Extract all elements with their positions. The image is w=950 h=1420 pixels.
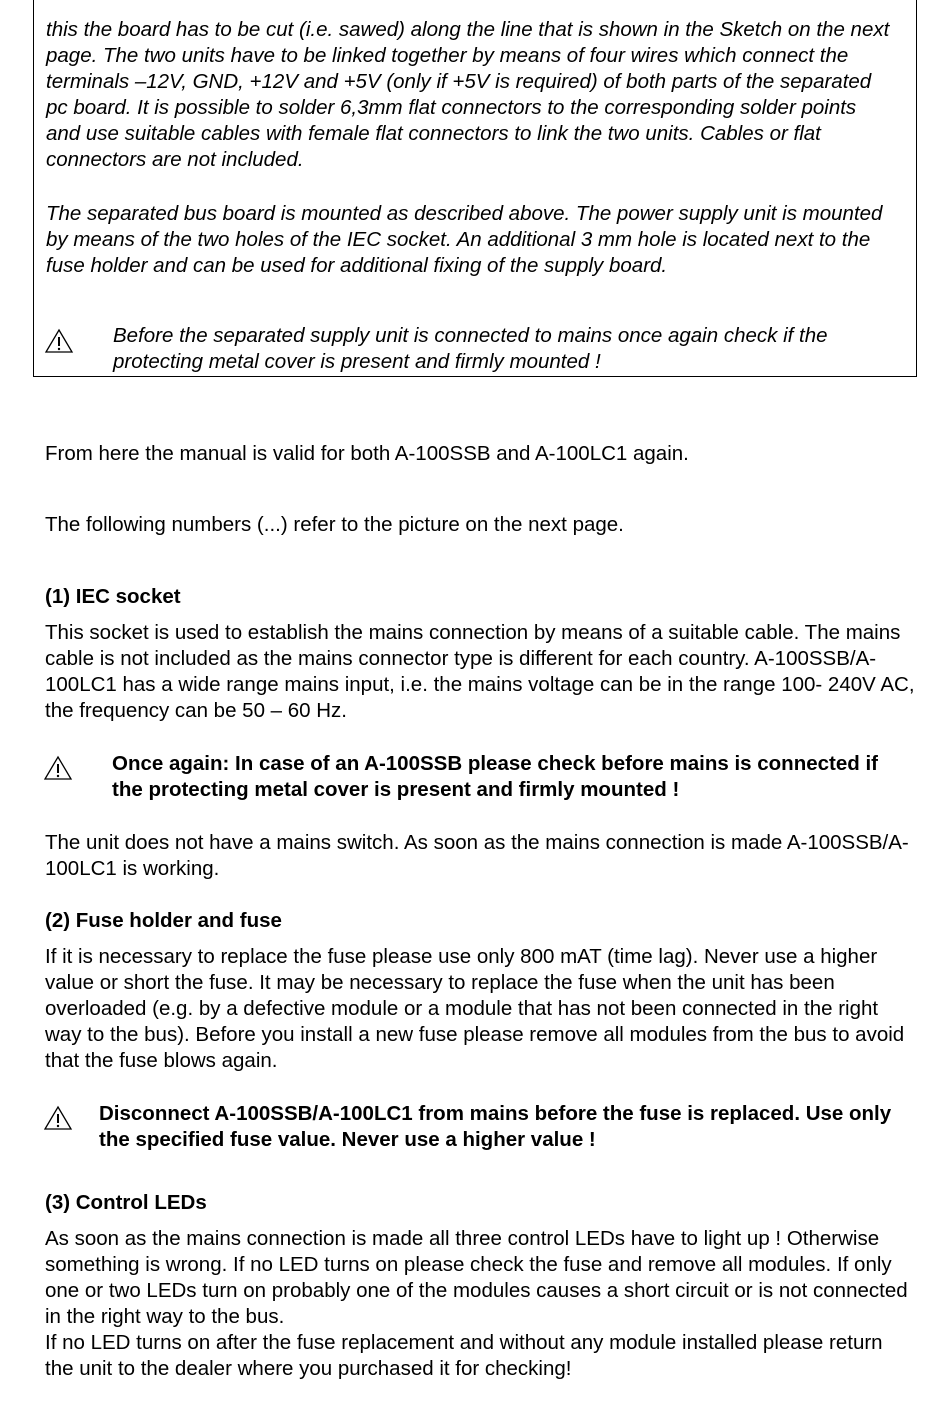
section-heading-iec-socket: (1) IEC socket	[45, 585, 181, 608]
section-text-iec-socket: This socket is used to establish the mains connection by means of a suitable cable. The mains cable is not included as the mains connector type is different for each country. A-100SSB/A-100LC1 has a wide range mains input, i.e. the mains voltage can be in the range 100- 240V AC, the frequency can be 50 – 60 Hz.	[45, 621, 915, 722]
section-text2-control-leds: If no LED turns on after the fuse replacement and without any module installed please return the unit to the dealer where you purchased it for checking!	[45, 1331, 883, 1380]
warning-triangle-icon	[43, 1105, 73, 1131]
intro-paragraph-1: From here the manual is valid for both A-100SSB and A-100LC1 again.	[45, 442, 689, 465]
intro-paragraph-2: The following numbers (...) refer to the picture on the next page.	[45, 513, 624, 536]
warning-triangle-icon	[43, 755, 73, 781]
boxed-note	[33, 0, 917, 377]
box-paragraph-1: this the board has to be cut (i.e. sawed) along the line that is shown in the Sketch on the next page. The two units have to be linked together by means of four wires which connect the terminals –12V, GND, +12V and +5V (only if +5V is required) of both parts of the separated pc board. It is possible to solder 6,3mm flat connectors to the corresponding solder points and use suitable cables with female flat connectors to link the two units. Cables or flat connectors are not included.	[46, 18, 890, 171]
box-warning-text: Before the separated supply unit is connected to mains once again check if the protecting metal cover is present and firmly mounted !	[113, 324, 828, 373]
section-text-control-leds: As soon as the mains connection is made all three control LEDs have to light up ! Otherwise something is wrong. If no LED turns on please check the fuse and remove all modules. If only one or two LEDs turn on probably one of the modules causes a short circuit or is not connected in the right way to the bus.	[45, 1227, 908, 1328]
section-text-fuse: If it is necessary to replace the fuse please use only 800 mAT (time lag). Never use a higher value or short the fuse. It may be necessary to replace the fuse when the unit has been overloaded (e.g. by a defective module or a module that has not been connected in the right way to the bus). Before you install a new fuse please remove all modules from the bus to avoid that the fuse blows again.	[45, 945, 905, 1072]
section-warning-iec-socket: Once again: In case of an A-100SSB please check before mains is connected if the protecting metal cover is present and firmly mounted !	[112, 752, 878, 801]
box-paragraph-2: The separated bus board is mounted as described above. The power supply unit is mounted by means of the two holes of the IEC socket. An additional 3 mm hole is located next to the fuse holder and can be used for additional fixing of the supply board.	[46, 202, 883, 277]
section-warning-fuse: Disconnect A-100SSB/A-100LC1 from mains before the fuse is replaced. Use only the specified fuse value. Never use a higher value !	[99, 1102, 892, 1151]
section-heading-fuse: (2) Fuse holder and fuse	[45, 909, 282, 932]
section-text2-iec-socket: The unit does not have a mains switch. As soon as the mains connection is made A-100SSB/A-100LC1 is working.	[45, 831, 909, 880]
section-heading-control-leds: (3) Control LEDs	[45, 1191, 207, 1214]
warning-triangle-icon	[44, 328, 74, 354]
